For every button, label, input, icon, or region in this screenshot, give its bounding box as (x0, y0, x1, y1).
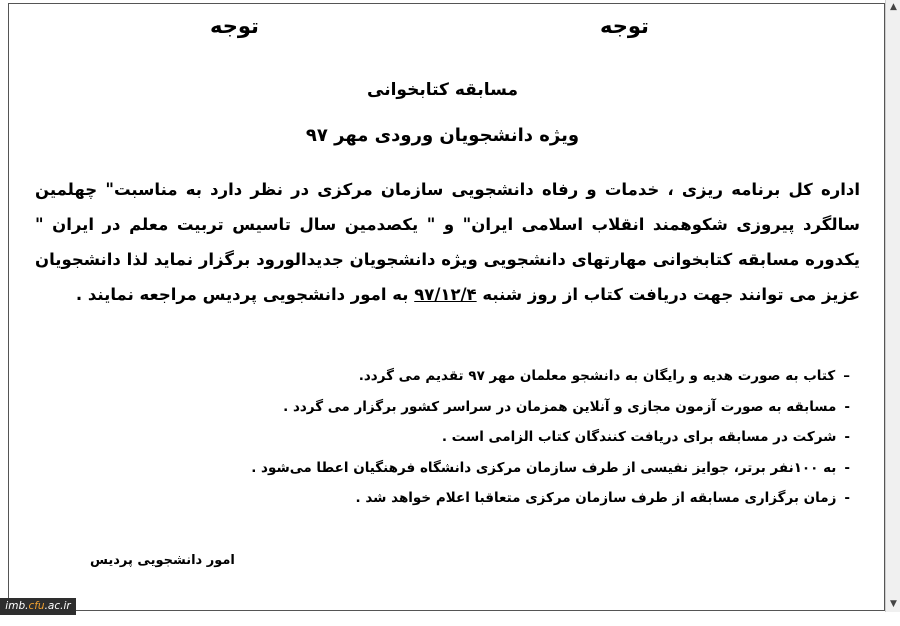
watermark-prefix: imb. (5, 600, 29, 612)
rules-list (60, 364, 850, 517)
contest-subtitle: ویژه دانشجویان ورودی مهر ۹۷ (305, 125, 580, 146)
list-dash: - (844, 398, 850, 415)
announcement-paragraph (35, 172, 860, 312)
list-item-text: به ۱۰۰نفر برتر، جوایز نفیسی از طرف سازمان مرکزی دانشگاه فرهنگیان اعطا می‌شود . (251, 459, 837, 476)
list-item-text: کتاب به صورت هدیه و رایگان به دانشجو معلمان مهر ۹۷ تقدیم می گردد. (358, 368, 836, 384)
signature-office: امور دانشجویی پردیس (90, 553, 235, 568)
list-item (60, 486, 850, 517)
scroll-down-arrow-icon[interactable]: ▼ (890, 599, 897, 609)
paragraph-text-end: به امور دانشجویی پردیس مراجعه نمایند . (75, 285, 415, 304)
list-dash: - (844, 459, 850, 476)
website-watermark[interactable] (0, 598, 76, 615)
list-item (60, 395, 850, 426)
watermark-accent: cfu (28, 600, 45, 612)
watermark-suffix: .ac.ir (44, 600, 71, 612)
list-item-text: زمان برگزاری مسابقه از طرف سازمان مرکزی متعاقبا اعلام خواهد شد . (355, 490, 837, 506)
list-dash: – (843, 368, 850, 384)
notice-heading-left: توجه (210, 14, 259, 38)
list-item (60, 456, 850, 487)
list-item (60, 364, 850, 395)
list-dash: - (844, 429, 850, 445)
scroll-up-arrow-icon[interactable]: ▲ (890, 2, 897, 12)
list-item (60, 425, 850, 456)
notice-heading-right: توجه (600, 14, 649, 38)
list-item-text: شرکت در مسابقه برای دریافت کنندگان کتاب الزامی است . (441, 429, 837, 445)
list-dash: - (844, 490, 850, 506)
list-item-text: مسابقه به صورت آزمون مجازی و آنلاین همزمان در سراسر کشور برگزار می گردد . (283, 398, 837, 415)
start-date: ۹۷/۱۲/۴ (414, 285, 477, 304)
paragraph-text-start: اداره کل برنامه ریزی ، خدمات و رفاه دانشجویی سازمان مرکزی در نظر دارد به مناسبت" چهلمین سالگرد پیروزی شکوهمند انقلاب اسلامی ایران" و " یکصدمین سال تاسیس تربیت معلم در ایران " یکدوره مسابقه کتابخوانی مهارتهای دانشجویی ویژه دانشجویان جدیدالورود برگزار نماید لذا دانشجویان عزیز می توانند جهت دریافت کتاب از روز شنبه (35, 180, 860, 304)
contest-title: مسابقه کتابخوانی (367, 80, 518, 100)
